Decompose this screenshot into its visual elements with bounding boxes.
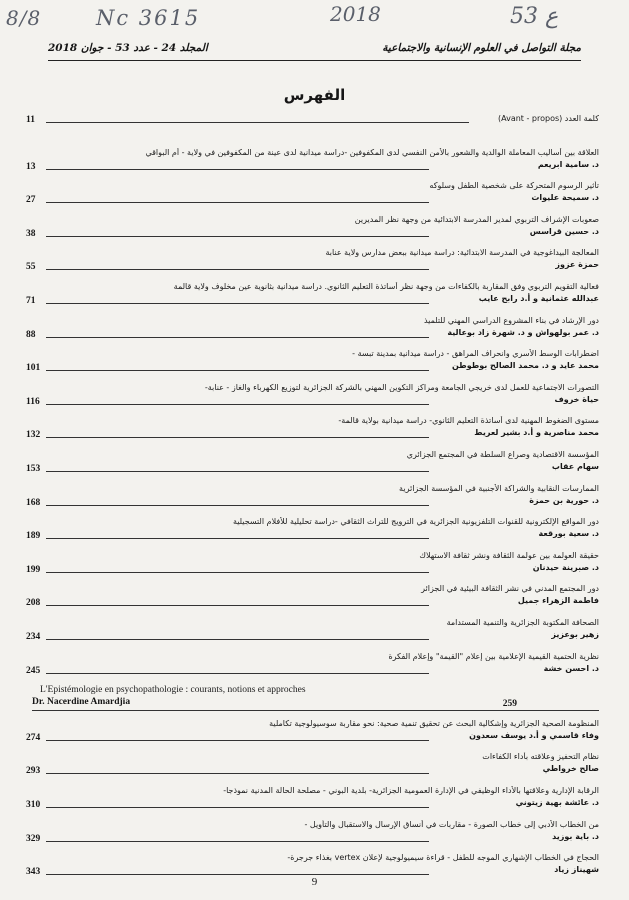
toc-entry-title: دور المواقع الإلكترونية للقنوات التلفزيونية الجزائرية في الترويج للتراث الثقافي -دراسة تحليلية للأفلام التسجيلية [232,517,599,527]
toc-entry-page-number: 132 [26,430,41,441]
toc-entry-author: د. عمر بولهواش و د. شهرة زاد بوعالية [447,327,599,337]
toc-entry-title: العلاقة بين أساليب المعاملة الوالدية والشعور بالأمن النفسي لدى المكفوفين -دراسة ميدانية لدى عينة من المكفوفين في ولاية - أم البواقي [145,147,599,157]
toc-entry-author: زهير بوعزيز [551,630,599,639]
toc-entry-title: التصورات الاجتماعية للعمل لدى خريجي الجامعة ومراكز التكوين المهني بالشركة الجزائرية لتوزيع الكهرباء والغاز - عنابة- [204,382,599,392]
toc-entry-leader-line [46,471,429,472]
toc-entry-page-number: 153 [26,464,41,474]
toc-entry-title: نظرية الحتمية القيمية الإعلامية بين إعلام "القيمة" وإعلام الفكرة [388,651,599,661]
toc-entry-page-number: 11 [26,115,35,125]
toc-entry-page-number: 293 [26,766,41,777]
toc-entry-author: د. سعية بورقعة [538,529,599,539]
toc-entry-author: د. باية بوزيد [552,831,599,841]
toc-entry-page-number: 245 [26,665,41,676]
toc-entry-page-number: 234 [26,632,41,642]
toc-entry-leader-line [46,370,429,371]
toc-entry-leader-line [46,236,429,237]
toc-entry-author: حمزة عزوز [555,260,599,270]
toc-entry-title: المعالجة البيداغوجية في المدرسة الابتدائية: دراسة ميدانية ببعض مدارس ولاية عنابة [325,248,599,258]
toc-entry-page-number: 13 [26,161,36,172]
toc-entry-leader-line [46,169,429,170]
toc-entry-author: د. حسين قراسس [529,226,599,236]
toc-entry-author: د. صبرينة حيدنان [532,562,599,572]
toc-entry-author: د. حورية بن حمزة [529,495,599,505]
toc-entry-page-number: 329 [26,833,41,844]
toc-entry-leader-line [46,841,429,842]
toc-entry-page-number: 199 [26,564,41,575]
toc-entry-page-number: 259 [502,699,517,710]
toc-entry-author: صالح خرواطي [542,764,599,774]
toc-entry-leader-line [46,639,429,640]
toc-entry-page-number: 27 [26,195,36,206]
toc-entry-author: محمد عايد و د. محمد الصالح بوطوطن [451,361,599,371]
toc-entry-page-number: 116 [26,396,40,407]
toc-entry-title: الممارسات النقابية والشراكة الأجنبية في المؤسسة الجزائرية [399,483,599,493]
toc-entry-leader-line [46,269,429,270]
journal-issue-info: المجلد 24 - عدد 53 - جوان 2018 [48,42,208,54]
toc-entry-page-number: 310 [26,800,41,810]
toc-entry-title: حقيقة العولمة بين عولمة الثقافة ونشر ثقافة الاستهلاك [419,550,599,560]
header-divider [48,60,581,61]
toc-entry-author: حياة خروف [554,394,599,404]
toc-entry-author: د. عائشة بهية زيتوني [515,798,599,807]
toc-entry-title: L'Epistémologie en psychopathologie : courants, notions et approches [40,685,306,696]
toc-entry-leader-line [46,437,429,438]
toc-entry-leader-line [46,572,429,573]
toc-entry-page-number: 168 [26,497,41,508]
toc-entry-title: مستوى الضغوط المهنية لدى أساتذة التعليم الثانوي- دراسة ميدانية بولاية قالمة- [338,416,599,426]
toc-entry-leader-line [32,710,599,711]
toc-entry-page-number: 71 [26,296,36,306]
toc-entry-page-number: 343 [26,867,41,878]
toc-entry-leader-line [46,122,469,123]
toc-entry-leader-line [46,605,429,606]
toc-entry-author: وفاء قاسمي و أ.د يوسف سعدون [469,730,599,740]
toc-entry-title: الرقابة الإدارية وعلاقتها بالأداء الوظيفي في الإدارة العمومية الجزائرية- بلدية البوني - مصلحة الحالة المدنية نموذجا- [223,786,599,795]
handwritten-year: 2018 [330,2,381,26]
toc-entry-leader-line [46,404,429,405]
page-number: 9 [311,876,318,888]
toc-entry-leader-line [46,673,429,674]
toc-entry-page-number: 208 [26,598,41,609]
journal-header [48,38,581,58]
toc-entry-leader-line [46,538,429,539]
handwritten-issue-number: 53 ع [510,4,559,29]
toc-entry-title: دور الإرشاد في بناء المشروع الدراسي المهني للتلميذ [423,315,599,325]
toc-entry-title: فعالية التقويم التربوي وفق المقاربة بالكفاءات من وجهة نظر أساتذة التعليم الثانوي. دراسة ميدانية بثانوية عين مخلوف ولاية قالمة [173,282,599,291]
toc-entry-author: د. سامية ابريعم [537,159,599,169]
toc-title: الفهرس [283,86,346,104]
toc-entry-leader-line [46,773,429,774]
toc-entry-title: كلمة العدد (Avant - propos) [497,114,599,123]
toc-entry-leader-line [46,303,429,304]
toc-entry-page-number: 88 [26,329,36,340]
toc-entry-leader-line [46,337,429,338]
toc-entry-leader-line [46,807,429,808]
toc-entry-author: فاطمة الزهراء جميل [517,596,599,606]
toc-entry-author: سهام عقاب [551,462,599,471]
toc-entry-author: د. احسن خشة [543,663,599,673]
toc-entry-leader-line [46,740,429,741]
toc-entry-leader-line [46,505,429,506]
toc-entry-page-number: 189 [26,531,41,542]
handwritten-reference-number: Nc 3615 [96,6,201,30]
toc-entry-title: الصحافة المكتوبة الجزائرية والتنمية المستدامة [446,618,599,627]
toc-entry-page-number: 38 [26,228,36,239]
handwritten-note-left: 8/8 [6,6,42,30]
toc-entry-title: صعوبات الإشراف التربوي لمدير المدرسة الابتدائية من وجهة نظر المديرين [354,214,599,224]
toc-entry-title: دور المجتمع المدني في نشر الثقافة البيئية في الجزائر [421,584,599,594]
toc-entry-page-number: 274 [26,732,41,743]
toc-entry-title: المنظومة الصحية الجزائرية وإشكالية البحث عن تحقيق تنمية صحية: نحو مقاربة سوسيولوجية تكاملية [269,718,599,728]
toc-entry-author: شهيناز زياد [554,865,599,875]
journal-name: مجلة التواصل في العلوم الإنسانية والاجتماعية [382,42,581,54]
toc-entry-title: نظام التحفيز وعلاقته بأداء الكفاءات [482,752,599,762]
toc-entry-page-number: 55 [26,262,36,273]
toc-entry-leader-line [46,202,429,203]
toc-entry-page-number: 101 [26,363,41,374]
toc-entry-author: د. سميحة عليوات [531,193,599,203]
toc-entry-title: المؤسسة الاقتصادية وصراع السلطة في المجتمع الجزائري [406,450,599,459]
toc-entry-title: تأثير الرسوم المتحركة على شخصية الطفل وسلوكه [429,181,599,191]
toc-entry-title: من الخطاب الأدبي إلى خطاب الصورة - مقاربات في أنساق الإرسال والاستقبال والتأويل - [304,819,599,829]
toc-entry-author: عبدالله عثمانية و أ.د رابح عايب [478,294,599,303]
toc-entry-author: Dr. Nacerdine Amardjia [32,697,131,708]
toc-entry-title: اضطرابات الوسط الأسري وانحراف المراهق - دراسة ميدانية بمدينة تبسة - [352,349,599,359]
toc-entry-title: الحجاج في الخطاب الإشهاري الموجه للطفل - قراءة سيميولوجية لإعلان vertex بغذاء جرجرة- [287,853,599,863]
toc-entry-author: محمد مناصرية و أ.د بشير لعريط [474,428,599,438]
